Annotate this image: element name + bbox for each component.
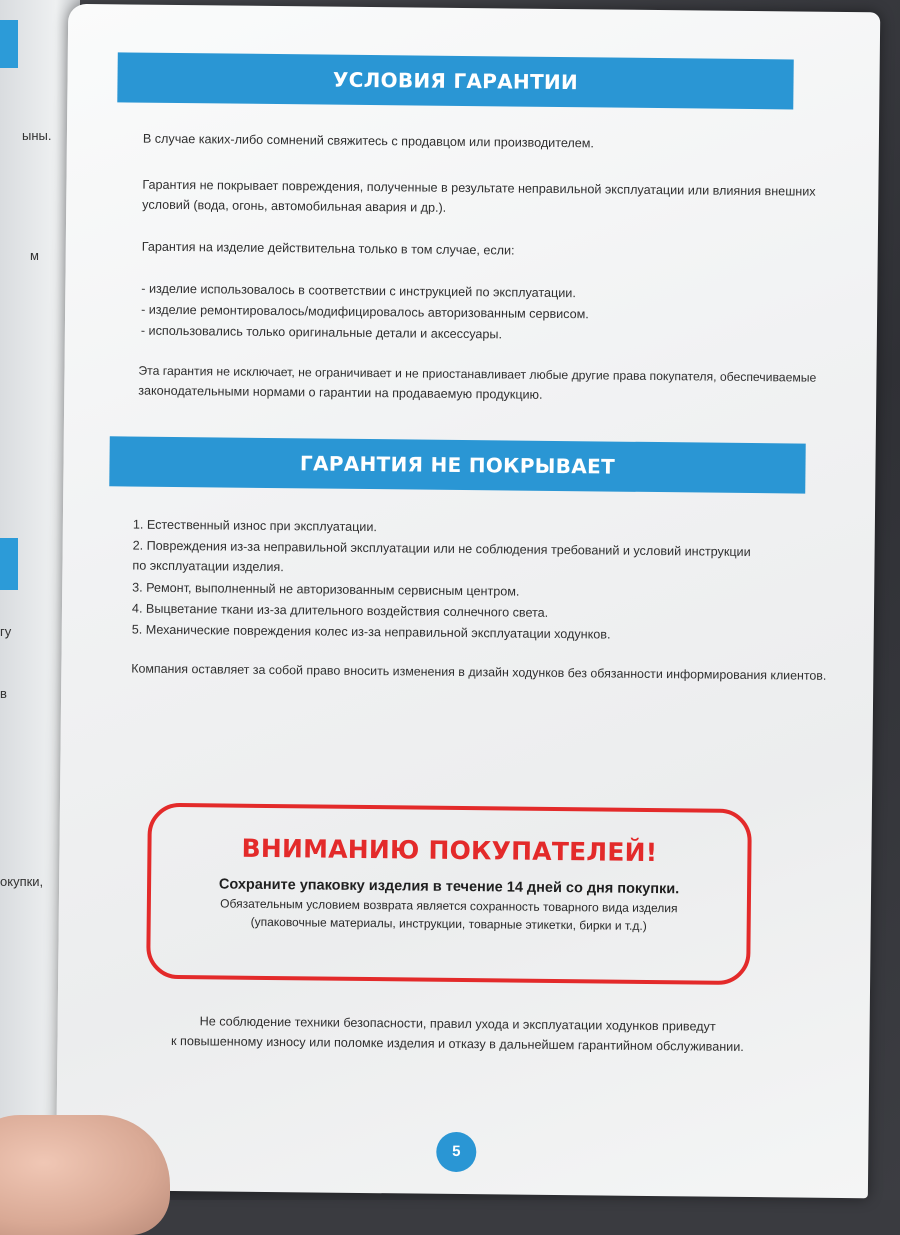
left-page-fragment: окупки, [0,874,44,889]
left-page-blue-tab [0,538,18,590]
left-page-fragment: м [30,248,39,263]
left-page-blue-tab [0,20,18,68]
buyer-notice-box [146,803,752,985]
not-covered-item: 2. Повреждения из-за неправильной эксплуатации или не соблюдения требований и условий инструкции [132,538,751,560]
condition-item: - изделие использовалось в соответствии с инструкцией по эксплуатации. [141,281,576,301]
paragraph-valid-if: Гарантия на изделие действительна только в том случае, если: [141,239,515,258]
not-covered-item: 5. Механические повреждения колес из-за неправильной эксплуатации ходунков. [131,622,611,642]
notice-line: (упаковочные материалы, инструкции, товарные этикетки, бирки и т.д.) [250,914,647,933]
condition-item: - использовались только оригинальные детали и аксессуары. [140,323,503,342]
paragraph-not-covered-line: Гарантия не покрывает повреждения, полученные в результате неправильной эксплуатации или влияния внешних [142,177,816,199]
not-covered-item: по эксплуатации изделия. [132,558,284,575]
left-page-fragment: гу [0,624,12,639]
thumb [0,1115,170,1235]
not-covered-item: 4. Выцветание ткани из-за длительного воздействия солнечного света. [131,601,549,620]
section-banner-not-covered: ГАРАНТИЯ НЕ ПОКРЫВАЕТ [109,436,805,493]
footer-line: Не соблюдение техники безопасности, правил ухода и эксплуатации ходунков приведут [199,1014,716,1034]
not-covered-item: 1. Естественный износ при эксплуатации. [132,517,377,535]
not-covered-item: 3. Ремонт, выполненный не авторизованным сервисным центром. [132,580,520,599]
company-note: Компания оставляет за собой право вносить изменения в дизайн ходунков без обязанности информирования клиентов. [131,661,827,683]
footer-line: к повышенному износу или поломке изделия и отказу в дальнейшем гарантийном обслуживании. [171,1033,744,1054]
notice-subtitle: Сохраните упаковку изделия в течение 14 дней со дня покупки. [218,876,680,898]
section-banner-warranty-terms: УСЛОВИЯ ГАРАНТИИ [117,52,793,109]
paragraph-contact: В случае каких-либо сомнений свяжитесь с продавцом или производителем. [142,131,595,151]
left-page-fragment: ыны. [22,128,52,143]
footer-note [117,1010,797,1057]
page-number-badge: 5 [436,1132,476,1172]
paragraph-not-covered-line: условий (вода, огонь, автомобильная авария и др.). [142,197,447,215]
notice-line: Обязательным условием возврата является сохранность товарного вида изделия [220,896,678,916]
booklet-page [56,4,880,1198]
paragraph-rights-line: законодательными нормами о гарантии на продаваемую продукцию. [138,383,543,402]
left-page-fragment: в [0,686,7,701]
condition-item: - изделие ремонтировалось/модифицировалось авторизованным сервисом. [141,302,589,322]
paragraph-rights-line: Эта гарантия не исключает, не ограничивает и не приостанавливает любые другие права покупателя, обеспечиваемые [138,363,817,385]
notice-title: ВНИМАНИЮ ПОКУПАТЕЛЕЙ! [241,833,658,868]
